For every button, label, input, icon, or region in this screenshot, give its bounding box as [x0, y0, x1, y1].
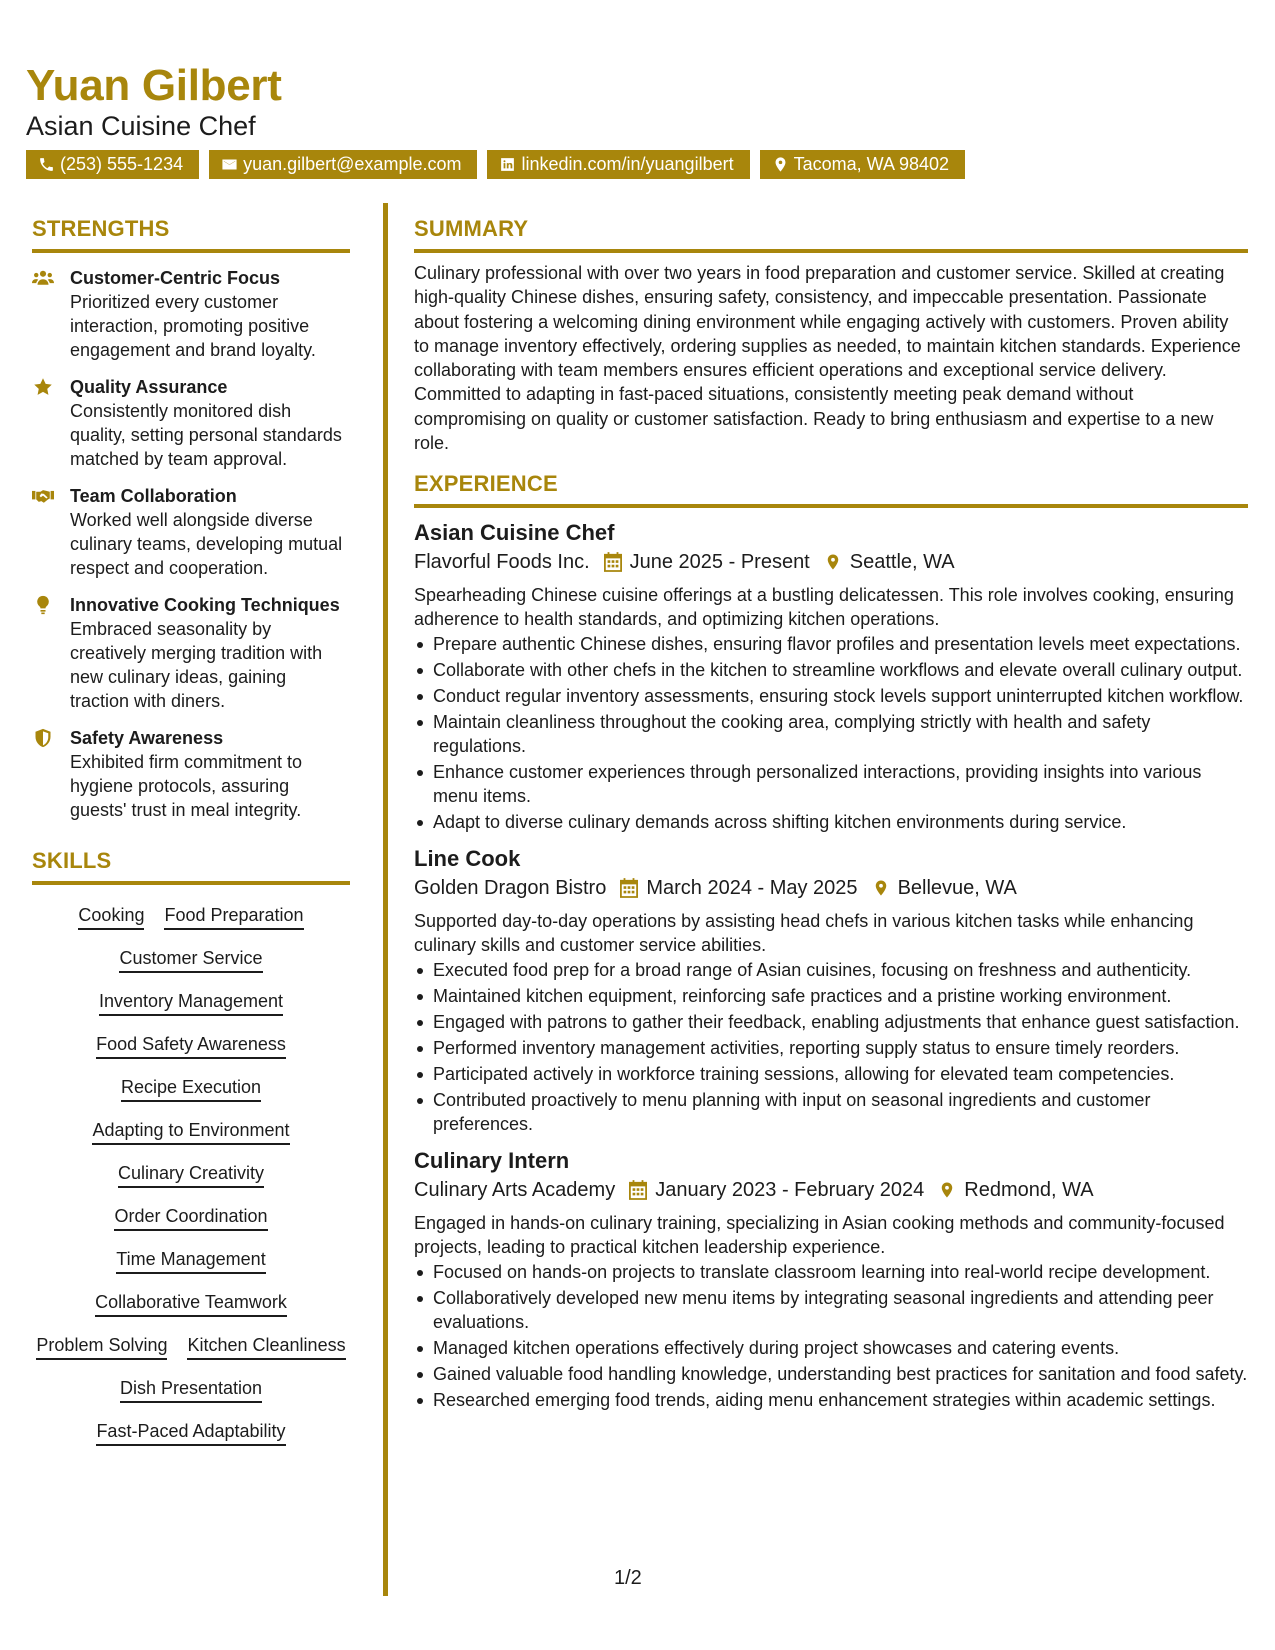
contact-linkedin-text: linkedin.com/in/yuangilbert: [521, 154, 734, 174]
strength-item: [32, 266, 350, 362]
contact-phone-text: (253) 555-1234: [60, 154, 184, 174]
job-meta: [414, 874, 1248, 902]
skill-tag: Customer Service: [119, 947, 262, 973]
location-pin-icon: [824, 552, 842, 572]
bullet-item: Managed kitchen operations effectively during project showcases and catering events.: [414, 1336, 1248, 1360]
bullet-item: Gained valuable food handling knowledge, understanding best practices for sanitation and food safety.: [414, 1362, 1248, 1386]
lightbulb-icon: [32, 595, 54, 615]
handshake-icon: [32, 486, 54, 506]
job-bullets: [414, 632, 1248, 834]
bullet-item: Collaboratively developed new menu items by integrating seasonal ingredients and attending peer evaluations.: [414, 1286, 1248, 1334]
skill-tag: Dish Presentation: [120, 1377, 262, 1403]
column-divider: [383, 203, 388, 1596]
shield-icon: [32, 728, 54, 748]
skill-tag: Collaborative Teamwork: [95, 1291, 287, 1317]
job-title: Line Cook: [414, 846, 521, 872]
skill-tag: Kitchen Cleanliness: [187, 1334, 345, 1360]
calendar-icon: [604, 552, 622, 572]
right-column: [414, 216, 1248, 1414]
bullet-item: Performed inventory management activities, reporting supply status to ensure timely reorders.: [414, 1036, 1248, 1060]
strength-item: [32, 593, 350, 713]
bullet-item: Contributed proactively to menu planning with input on seasonal ingredients and customer preferences.: [414, 1088, 1248, 1136]
job-entry: [414, 1146, 1248, 1412]
skill-tag: Recipe Execution: [121, 1076, 261, 1102]
calendar-icon: [620, 878, 638, 898]
job-company: Golden Dragon Bistro: [414, 877, 607, 900]
bullet-item: Prepare authentic Chinese dishes, ensuring flavor profiles and presentation levels meet expectations.: [414, 632, 1248, 656]
contact-email[interactable]: [209, 150, 477, 179]
job-title: Culinary Intern: [414, 1148, 570, 1174]
summary-text: Culinary professional with over two years in food preparation and customer service. Skilled at creating high-quality Chinese dishes, ensuring safety, consistency, and impeccable presentation. Passionate about fostering a welcoming dining environment while engaging actively with customers. Proven ability to manage inventory effectively, ordering supplies as needed, to maintain kitchen standards. Experience collaborating with team members ensures efficient operations and exceptional service delivery. Committed to adapting in fast-paced situations, consistently meeting peak demand without compromising on quality or customer satisfaction. Ready to bring enthusiasm and expertise to a new role.: [414, 263, 1241, 454]
strength-desc: Worked well alongside diverse culinary teams, developing mutual respect and cooperation.: [70, 510, 343, 578]
job-location: Bellevue, WA: [897, 877, 1017, 900]
strength-title: Innovative Cooking Techniques: [70, 595, 340, 615]
location-pin-icon: [872, 878, 890, 898]
bullet-item: Engaged with patrons to gather their feedback, enabling adjustments that enhance guest satisfaction.: [414, 1010, 1248, 1034]
contact-location-text: Tacoma, WA 98402: [793, 154, 950, 174]
location-pin-icon: [772, 156, 789, 173]
strength-item: [32, 375, 350, 471]
job-location: Redmond, WA: [964, 1179, 1094, 1202]
location-pin-icon: [938, 1180, 956, 1200]
job-description: Spearheading Chinese cuisine offerings at a bustling delicatessen. This role involves cooking, ensuring adherence to health standards, and optimizing kitchen operations.: [414, 585, 1234, 630]
bullet-item: Maintain cleanliness throughout the cooking area, complying strictly with health and safety regulations.: [414, 710, 1248, 758]
envelope-icon: [221, 156, 238, 173]
calendar-icon: [629, 1180, 647, 1200]
job-bullets: [414, 1260, 1248, 1412]
resume-header: [26, 60, 1226, 179]
bullet-item: Maintained kitchen equipment, reinforcing safe practices and a pristine working environment.: [414, 984, 1248, 1008]
skill-tag: Order Coordination: [114, 1205, 267, 1231]
job-meta: [414, 1176, 1248, 1204]
contact-linkedin[interactable]: [487, 150, 749, 179]
bullet-item: Executed food prep for a broad range of Asian cuisines, focusing on freshness and authenticity.: [414, 958, 1248, 982]
strength-item: [32, 726, 350, 822]
bullet-item: Conduct regular inventory assessments, ensuring stock levels support uninterrupted kitchen workflow.: [414, 684, 1248, 708]
skill-tag: Culinary Creativity: [118, 1162, 264, 1188]
linkedin-icon: [499, 156, 516, 173]
strength-desc: Exhibited firm commitment to hygiene protocols, assuring guests' trust in meal integrity.: [70, 752, 303, 820]
strength-item: [32, 484, 350, 580]
job-location: Seattle, WA: [849, 551, 955, 574]
bullet-item: Enhance customer experiences through personalized interactions, providing insights into various menu items.: [414, 760, 1248, 808]
strengths-heading: STRENGTHS: [32, 216, 350, 253]
job-description: Engaged in hands-on culinary training, specializing in Asian cooking methods and community-focused projects, leading to practical kitchen leadership experience.: [414, 1213, 1225, 1258]
page-number: 1/2: [614, 1567, 642, 1589]
users-icon: [32, 268, 54, 288]
contact-bar: [26, 150, 1226, 179]
summary-heading: SUMMARY: [414, 216, 1248, 253]
bullet-item: Researched emerging food trends, aiding menu enhancement strategies within academic settings.: [414, 1388, 1248, 1412]
skill-tag: Problem Solving: [36, 1334, 167, 1360]
left-column: [32, 216, 350, 1446]
skill-tag: Inventory Management: [99, 990, 283, 1016]
bullet-item: Collaborate with other chefs in the kitchen to streamline workflows and elevate overall culinary output.: [414, 658, 1248, 682]
experience-heading: EXPERIENCE: [414, 471, 1248, 508]
job-dates: January 2023 - February 2024: [655, 1179, 925, 1202]
phone-icon: [38, 156, 55, 173]
strength-title: Quality Assurance: [70, 377, 228, 397]
skill-tag: Fast-Paced Adaptability: [96, 1420, 285, 1446]
skill-tag: Adapting to Environment: [92, 1119, 289, 1145]
job-entry: [414, 844, 1248, 1136]
contact-phone[interactable]: [26, 150, 199, 179]
strength-desc: Prioritized every customer interaction, promoting positive engagement and brand loyalty.: [70, 292, 316, 360]
contact-email-text: yuan.gilbert@example.com: [243, 154, 462, 174]
bullet-item: Adapt to diverse culinary demands across shifting kitchen environments during service.: [414, 810, 1248, 834]
job-entry: [414, 518, 1248, 834]
job-description: Supported day-to-day operations by assisting head chefs in various kitchen tasks while enhancing culinary skills and customer service abilities.: [414, 911, 1194, 956]
strength-title: Team Collaboration: [70, 486, 237, 506]
job-bullets: [414, 958, 1248, 1136]
skill-tag: Food Preparation: [164, 904, 303, 930]
strength-desc: Consistently monitored dish quality, setting personal standards matched by team approval.: [70, 401, 342, 469]
star-icon: [32, 377, 54, 397]
skills-list: [32, 904, 350, 1446]
skill-tag: Food Safety Awareness: [96, 1033, 286, 1059]
skills-heading: SKILLS: [32, 848, 350, 885]
skill-tag: Time Management: [116, 1248, 265, 1274]
job-dates: June 2025 - Present: [629, 551, 810, 574]
job-meta: [414, 548, 1248, 576]
bullet-item: Participated actively in workforce training sessions, allowing for elevated team competencies.: [414, 1062, 1248, 1086]
job-company: Flavorful Foods Inc.: [414, 551, 590, 574]
job-dates: March 2024 - May 2025: [646, 877, 858, 900]
strength-title: Customer-Centric Focus: [70, 268, 281, 288]
bullet-item: Focused on hands-on projects to translate classroom learning into real-world recipe development.: [414, 1260, 1248, 1284]
job-title: Asian Cuisine Chef: [414, 520, 615, 546]
strength-title: Safety Awareness: [70, 728, 224, 748]
strength-desc: Embraced seasonality by creatively merging tradition with new culinary ideas, gaining traction with diners.: [70, 619, 323, 711]
skill-tag: Cooking: [78, 904, 144, 930]
candidate-name: Yuan Gilbert: [26, 61, 282, 110]
job-company: Culinary Arts Academy: [414, 1179, 616, 1202]
contact-location[interactable]: [760, 150, 965, 179]
candidate-title: Asian Cuisine Chef: [26, 111, 256, 141]
